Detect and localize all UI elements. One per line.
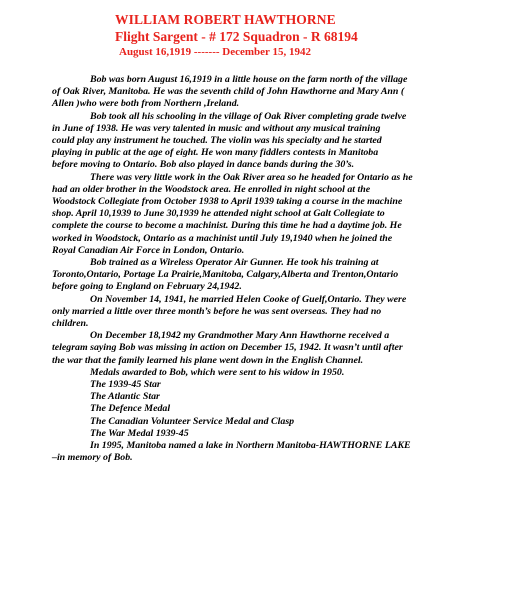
subject-life-dates: August 16,1919 ------- December 15, 1942: [119, 46, 311, 58]
text-line: could play any instrument he touched. The violin was his specialty and he started: [52, 135, 382, 147]
text-line: telegram saying Bob was missing in action on December 15, 1942. It wasn’t until after: [52, 342, 403, 354]
medal-item: The Atlantic Star: [90, 391, 160, 403]
text-line: There was very little work in the Oak River area so he headed for Ontario as he: [90, 171, 413, 183]
document-header: [115, 11, 358, 60]
biography-text: [52, 74, 512, 465]
text-line: before moving to Ontario. Bob also played in dance bands during the 30’s.: [52, 159, 355, 171]
text-line: In 1995, Manitoba named a lake in Northern Manitoba-HAWTHORNE LAKE: [90, 440, 411, 452]
text-line: had an older brother in the Woodstock area. He enrolled in night school at the: [52, 183, 371, 195]
text-line: the war that the family learned his plane went down in the English Channel.: [52, 354, 364, 366]
subject-name: WILLIAM ROBERT HAWTHORNE: [115, 12, 336, 27]
text-line: worked in Woodstock, Ontario as a machinist until July 19,1940 when he joined the: [52, 232, 393, 244]
text-line: shop. April 10,1939 to June 30,1939 he attended night school at Galt Collegiate to: [52, 208, 385, 220]
text-line: –in memory of Bob.: [52, 452, 133, 464]
text-line: Bob was born August 16,1919 in a little house on the farm north of the village: [90, 74, 408, 85]
text-line: in June of 1938. He was very talented in music and without any musical training: [52, 122, 381, 134]
text-line: of Oak River, Manitoba. He was the seventh child of John Hawthorne and Mary Ann (: [52, 86, 405, 98]
medal-item: The Canadian Volunteer Service Medal and Clasp: [90, 415, 295, 427]
text-line: On December 18,1942 my Grandmother Mary Ann Hawthorne received a: [90, 330, 390, 342]
text-line: only married a little over three month’s before he was sent overseas. They had no: [52, 305, 382, 317]
text-line: complete the course to become a machinist. During this time he had a daytime job. He: [52, 220, 402, 232]
text-line: children.: [52, 318, 89, 330]
text-line: Toronto,Ontario, Portage La Prairie,Manitoba, Calgary,Alberta and Trenton,Ontario: [52, 269, 399, 281]
text-line: Royal Canadian Air Force in London, Ontario.: [52, 244, 245, 256]
medal-item: The War Medal 1939-45: [90, 427, 189, 439]
text-line: On November 14, 1941, he married Helen Cooke of Guelf,Ontario. They were: [90, 293, 407, 305]
subject-rank-squadron: Flight Sargent - # 172 Squadron - R 68194: [115, 29, 358, 44]
medal-item: The 1939-45 Star: [90, 379, 161, 391]
text-line: playing in public at the age of eight. He won many fiddlers contests in Manitoba: [52, 147, 379, 159]
text-line: Allen )who were both from Northern ,Ireland.: [52, 98, 240, 110]
text-line: Bob trained as a Wireless Operator Air Gunner. He took his training at: [90, 257, 379, 269]
text-line: before going to England on February 24,1942.: [52, 281, 242, 293]
medals-intro: Medals awarded to Bob, which were sent to his widow in 1950.: [90, 366, 345, 378]
text-line: Woodstock Collegiate from October 1938 to April 1939 taking a course in the machine: [52, 196, 403, 208]
text-line: Bob took all his schooling in the village of Oak River completing grade twelve: [90, 110, 407, 122]
medal-item: The Defence Medal: [90, 403, 171, 415]
